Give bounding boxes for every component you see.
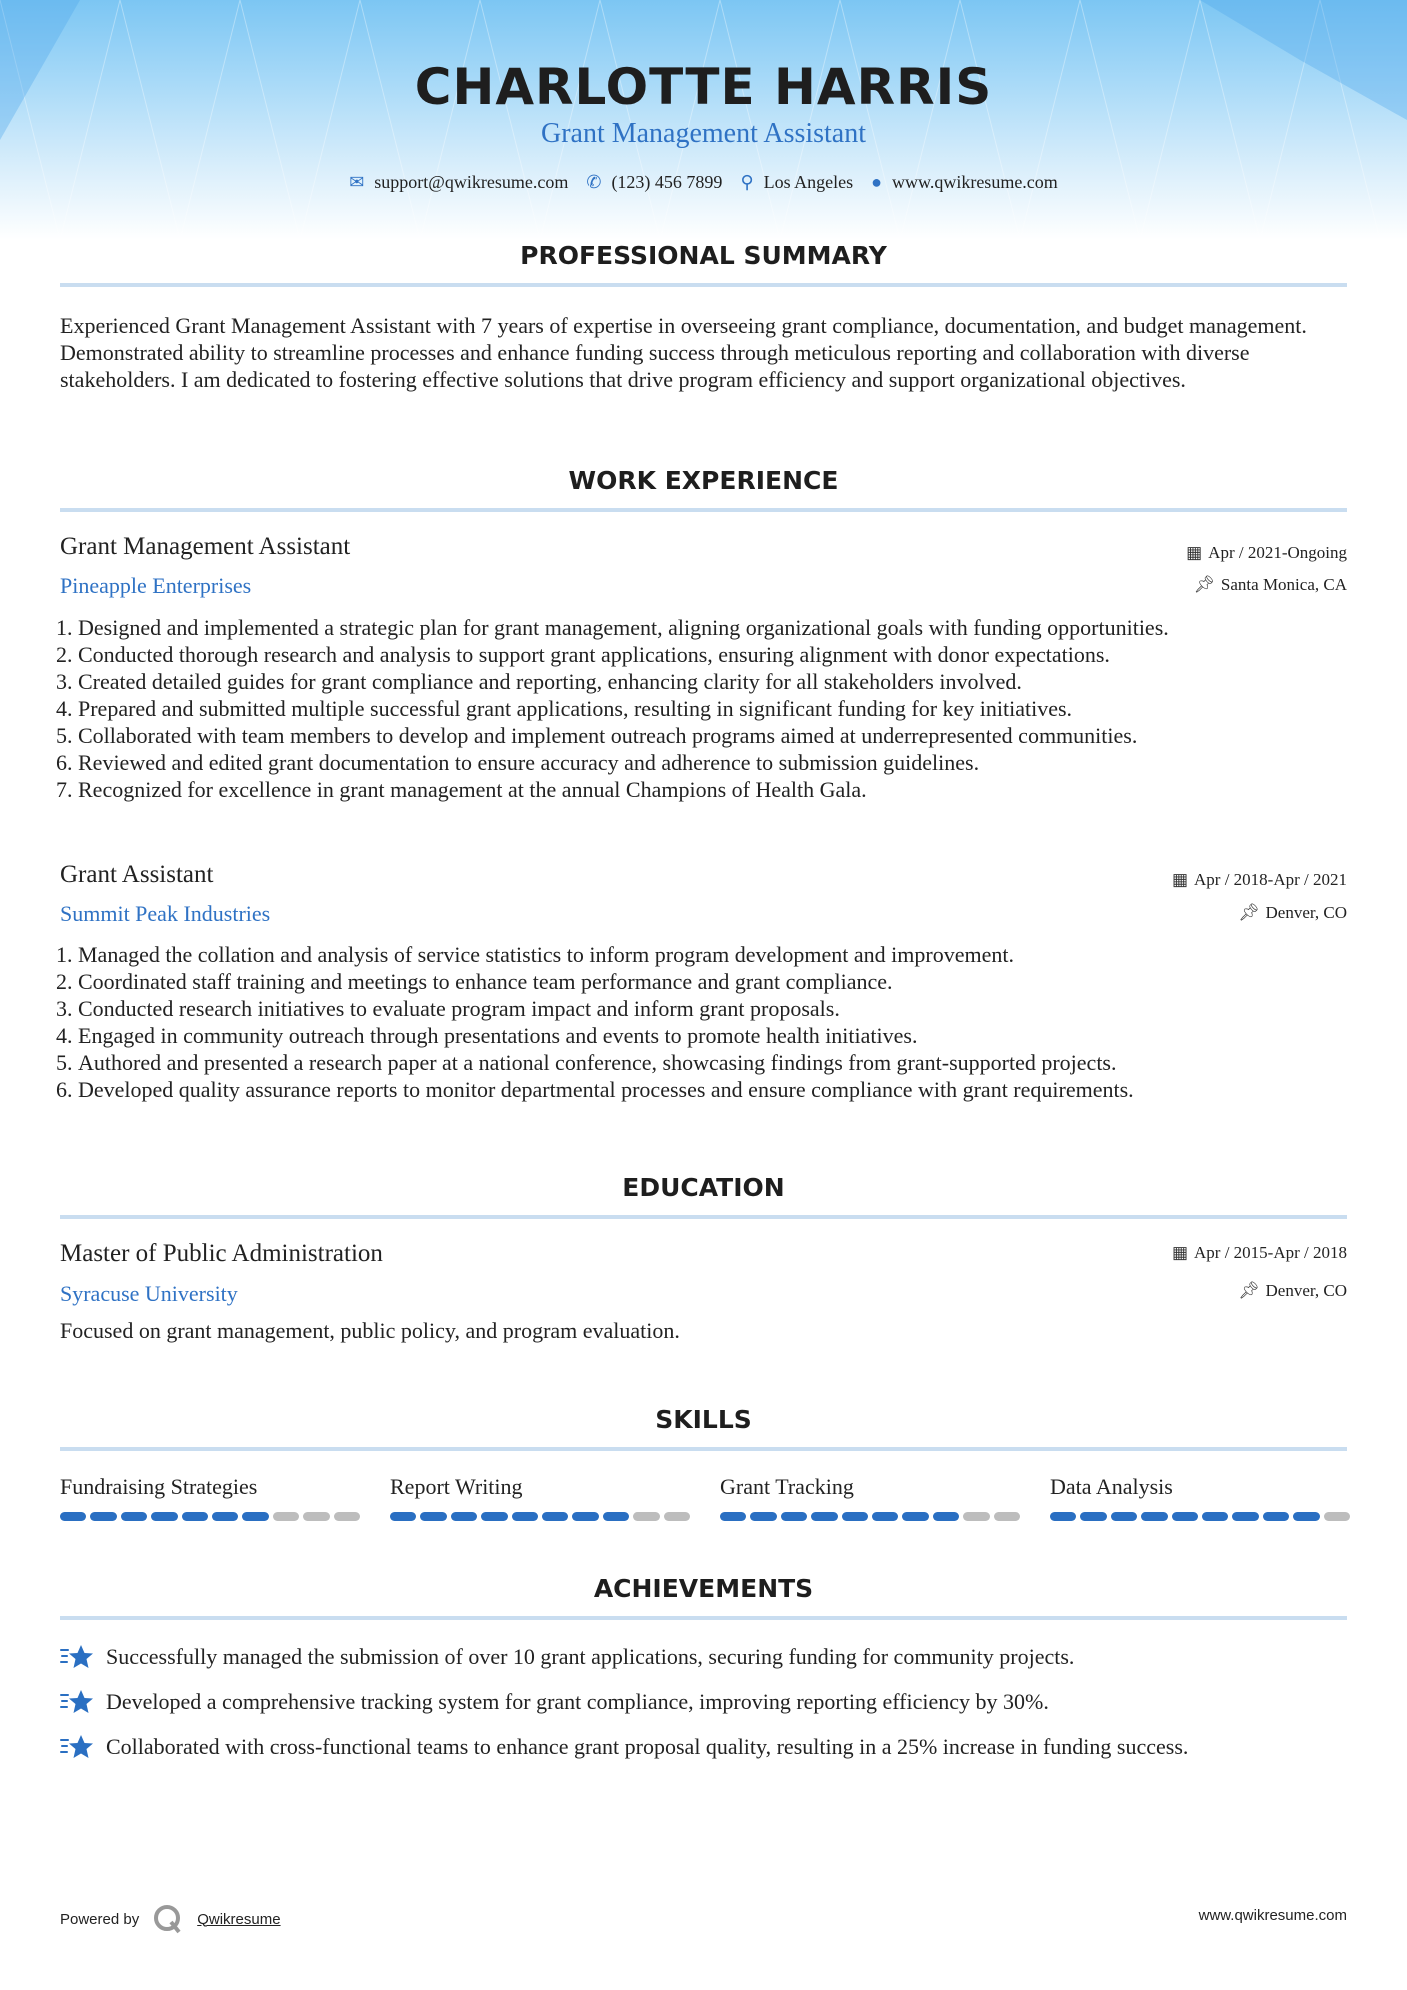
skill-item (720, 1474, 1020, 1521)
bullet: 3. Created detailed guides for grant compliance and reporting, enhancing clarity for all stakeholders involved. (78, 668, 1347, 695)
skill-level-segment (811, 1512, 837, 1521)
skill-level-segment (633, 1512, 659, 1521)
skill-level-segment (1232, 1512, 1258, 1521)
skill-level-segment (1172, 1512, 1198, 1521)
divider (60, 283, 1347, 287)
contact-phone[interactable]: ✆ (123) 456 7899 (586, 172, 723, 192)
contact-bar (0, 172, 1407, 193)
section-heading-skills: SKILLS (655, 1405, 752, 1434)
skill-level-segment (90, 1512, 116, 1521)
contact-website[interactable]: ● www.qwikresume.com (871, 172, 1058, 192)
skill-level-segment (121, 1512, 147, 1521)
qwikresume-logo-icon (153, 1904, 183, 1934)
pin-icon: 📌︎ (1193, 575, 1215, 594)
job-date: ▦ Apr / 2021-Ongoing (1186, 543, 1347, 562)
qwikresume-link[interactable]: Qwikresume (197, 1910, 281, 1928)
footer-powered-by: Powered by Qwikresume (60, 1904, 281, 1934)
company-name: Pineapple Enterprises (60, 573, 252, 598)
skill-level-segment (481, 1512, 507, 1521)
divider (60, 1616, 1347, 1620)
divider (60, 508, 1347, 512)
contact-location: ⚲ Los Angeles (740, 172, 854, 192)
skill-level-segment (212, 1512, 238, 1521)
skill-level-segment (303, 1512, 329, 1521)
education-date: ▦ Apr / 2015-Apr / 2018 (1171, 1243, 1347, 1262)
skill-level-segment (1050, 1512, 1076, 1521)
skill-level-segment (1263, 1512, 1289, 1521)
envelope-icon: ✉ (349, 172, 365, 192)
skill-level-segment (1141, 1512, 1167, 1521)
phone-icon: ✆ (586, 172, 602, 192)
job-location: 📌︎ Santa Monica, CA (1193, 575, 1347, 594)
bullet: 4. Engaged in community outreach through presentations and events to promote health initiatives. (78, 1022, 1347, 1049)
skill-item (60, 1474, 360, 1521)
skill-level-segment (1202, 1512, 1228, 1521)
achievement-item: Collaborated with cross-functional teams to enhance grant proposal quality, resulting in a 25% increase in funding success. (60, 1733, 1188, 1761)
skill-level-segment (542, 1512, 568, 1521)
pin-icon: 📌︎ (1237, 1281, 1260, 1300)
contact-email[interactable]: ✉ support@qwikresume.com (349, 172, 569, 192)
skill-level-segment (420, 1512, 446, 1521)
skill-level-segment (334, 1512, 360, 1521)
education-description: Focused on grant management, public policy, and program evaluation. (60, 1318, 680, 1343)
bullet: 6. Reviewed and edited grant documentation to ensure accuracy and adherence to submission guidelines. (78, 749, 1347, 776)
skill-level-segment (273, 1512, 299, 1521)
skill-level-segment (1111, 1512, 1137, 1521)
skill-level-segment (902, 1512, 928, 1521)
achievement-item: Successfully managed the submission of over 10 grant applications, securing funding for community projects. (60, 1643, 1074, 1671)
skill-level-segment (781, 1512, 807, 1521)
job-title: Grant Management Assistant (60, 533, 351, 560)
skill-level-segment (182, 1512, 208, 1521)
bullet: 1. Managed the collation and analysis of service statistics to inform program development and improvement. (78, 941, 1347, 968)
skill-level-segment (1324, 1512, 1350, 1521)
calendar-icon: ▦ (1171, 1243, 1189, 1262)
skill-level-segment (720, 1512, 746, 1521)
calendar-icon: ▦ (1186, 543, 1203, 562)
skill-level-segment (512, 1512, 538, 1521)
skill-level-segment (390, 1512, 416, 1521)
job-bullets (60, 941, 1347, 1103)
skill-name: Grant Tracking (720, 1474, 854, 1499)
job-title: Grant Assistant (60, 861, 214, 888)
skill-item (390, 1474, 690, 1521)
achievement-item: Developed a comprehensive tracking system for grant compliance, improving reporting efficiency by 30%. (60, 1688, 1049, 1716)
skill-level-segment (60, 1512, 86, 1521)
education-location: 📌︎ Denver, CO (1237, 1281, 1347, 1300)
skill-level-segment (933, 1512, 959, 1521)
skill-level-segment (1293, 1512, 1319, 1521)
footer-website[interactable]: www.qwikresume.com (1198, 1907, 1347, 1924)
company-name: Summit Peak Industries (60, 901, 271, 926)
skill-level-segment (842, 1512, 868, 1521)
skill-name: Fundraising Strategies (60, 1474, 258, 1499)
skill-name: Report Writing (390, 1474, 523, 1499)
skill-level-bar (720, 1512, 1020, 1521)
bullet: 2. Conducted thorough research and analysis to support grant applications, ensuring alignment with donor expectations. (78, 641, 1347, 668)
skill-level-segment (151, 1512, 177, 1521)
bullet: 7. Recognized for excellence in grant management at the annual Champions of Health Gala. (78, 776, 1347, 803)
summary-text: Experienced Grant Management Assistant with 7 years of expertise in overseeing grant compliance, documentation, and budget management. Demonstrated ability to streamline processes and enhance funding success through meticulous reporting and collaboration with diverse stakeholders. I am dedicated to fostering effective solutions that drive program efficiency and support organizational objectives. (60, 313, 1307, 392)
divider (60, 1447, 1347, 1451)
star-icon (60, 1733, 94, 1761)
skill-level-segment (603, 1512, 629, 1521)
bullet: 2. Coordinated staff training and meetings to enhance team performance and grant compliance. (78, 968, 1347, 995)
job-bullets (60, 614, 1347, 803)
degree: Master of Public Administration (60, 1240, 383, 1267)
skill-level-segment (1080, 1512, 1106, 1521)
section-heading-achievements: ACHIEVEMENTS (593, 1574, 814, 1603)
bullet: 3. Conducted research initiatives to evaluate program impact and inform grant proposals. (78, 995, 1347, 1022)
skill-level-segment (572, 1512, 598, 1521)
bullet: 1. Designed and implemented a strategic plan for grant management, aligning organizational goals with funding opportunities. (78, 614, 1347, 641)
bullet: 4. Prepared and submitted multiple successful grant applications, resulting in significant funding for key initiatives. (78, 695, 1347, 722)
skill-level-segment (750, 1512, 776, 1521)
skill-level-bar (1050, 1512, 1350, 1521)
section-heading-experience: WORK EXPERIENCE (568, 466, 839, 495)
pin-icon: 📌︎ (1237, 903, 1260, 922)
skill-item (1050, 1474, 1350, 1521)
skill-level-segment (963, 1512, 989, 1521)
candidate-title: Grant Management Assistant (540, 118, 867, 149)
candidate-name: CHARLOTTE HARRIS (414, 58, 993, 116)
bullet: 6. Developed quality assurance reports to monitor departmental processes and ensure compliance with grant requirements. (78, 1076, 1347, 1103)
star-icon (60, 1688, 94, 1716)
skill-level-bar (390, 1512, 690, 1521)
skill-level-segment (664, 1512, 690, 1521)
skill-name: Data Analysis (1050, 1474, 1173, 1499)
skill-level-bar (60, 1512, 360, 1521)
section-heading-summary: PROFESSIONAL SUMMARY (520, 241, 887, 270)
bullet: 5. Collaborated with team members to develop and implement outreach programs aimed at underrepresented communities. (78, 722, 1347, 749)
skill-level-segment (872, 1512, 898, 1521)
globe-icon: ● (871, 172, 882, 192)
section-heading-education: EDUCATION (622, 1173, 785, 1202)
divider (60, 1215, 1347, 1219)
bullet: 5. Authored and presented a research paper at a national conference, showcasing findings from grant-supported projects. (78, 1049, 1347, 1076)
skill-level-segment (994, 1512, 1020, 1521)
school-name: Syracuse University (60, 1281, 238, 1306)
job-location: 📌︎ Denver, CO (1237, 903, 1347, 922)
star-icon (60, 1643, 94, 1671)
job-date: ▦ Apr / 2018-Apr / 2021 (1171, 870, 1347, 889)
calendar-icon: ▦ (1171, 870, 1189, 889)
map-pin-icon: ⚲ (740, 172, 754, 192)
skill-level-segment (242, 1512, 268, 1521)
skill-level-segment (451, 1512, 477, 1521)
